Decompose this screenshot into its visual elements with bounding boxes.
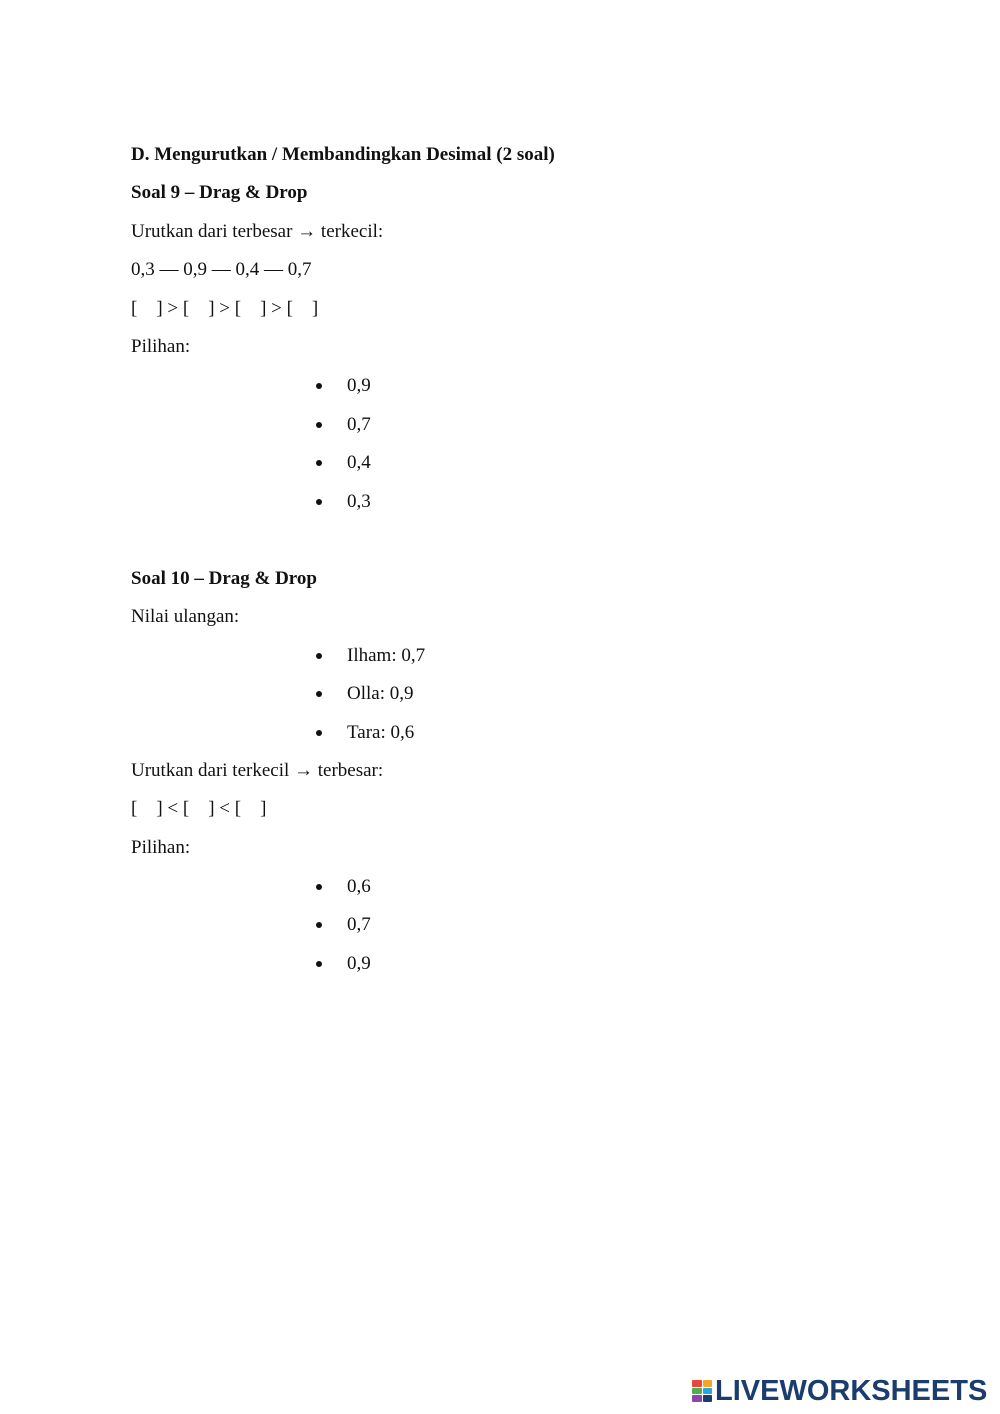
soal10-options-label: Pilihan: (131, 837, 191, 858)
soal9-numbers: 0,3 — 0,9 — 0,4 — 0,7 (131, 259, 312, 280)
soal10-intro: Nilai ulangan: (131, 606, 240, 627)
soal9-answer-blanks[interactable]: [ ] > [ ] > [ ] > [ ] (131, 298, 319, 319)
logo-grid-icon (692, 1380, 712, 1402)
bullet-icon (316, 961, 322, 967)
bullet-icon (316, 499, 322, 505)
soal10-instruction: Urutkan dari terkecil → terbesar: (131, 760, 384, 781)
bullet-icon (316, 884, 322, 890)
bullet-icon (316, 460, 322, 466)
logo-tile (703, 1388, 713, 1395)
logo-tile (703, 1395, 713, 1402)
bullet-icon (316, 383, 322, 389)
logo-tile (692, 1388, 702, 1395)
soal10-answer-blanks[interactable]: [ ] < [ ] < [ ] (131, 798, 267, 819)
soal10-title: Soal 10 – Drag & Drop (131, 568, 317, 589)
logo-text: LIVEWORKSHEETS (715, 1375, 988, 1407)
soal9-title: Soal 9 – Drag & Drop (131, 182, 308, 203)
logo-tile (703, 1380, 713, 1387)
bullet-icon (316, 422, 322, 428)
bullet-icon (316, 691, 322, 697)
soal10-option[interactable]: 0,9 (347, 953, 371, 974)
soal9-option[interactable]: 0,3 (347, 491, 371, 512)
soal9-option[interactable]: 0,9 (347, 375, 371, 396)
logo-tile (692, 1380, 702, 1387)
soal10-score: Olla: 0,9 (347, 683, 414, 704)
liveworksheets-logo (692, 1376, 987, 1406)
soal10-option[interactable]: 0,6 (347, 876, 371, 897)
soal9-option[interactable]: 0,4 (347, 452, 371, 473)
soal9-option[interactable]: 0,7 (347, 414, 371, 435)
soal10-score: Tara: 0,6 (347, 722, 415, 743)
soal9-instruction: Urutkan dari terbesar → terkecil: (131, 221, 384, 242)
soal10-option[interactable]: 0,7 (347, 914, 371, 935)
logo-tile (692, 1395, 702, 1402)
bullet-icon (316, 922, 322, 928)
section-title: D. Mengurutkan / Membandingkan Desimal (2 soal) (131, 144, 555, 165)
soal10-score: Ilham: 0,7 (347, 645, 426, 666)
bullet-icon (316, 730, 322, 736)
bullet-icon (316, 653, 322, 659)
soal9-options-label: Pilihan: (131, 336, 191, 357)
